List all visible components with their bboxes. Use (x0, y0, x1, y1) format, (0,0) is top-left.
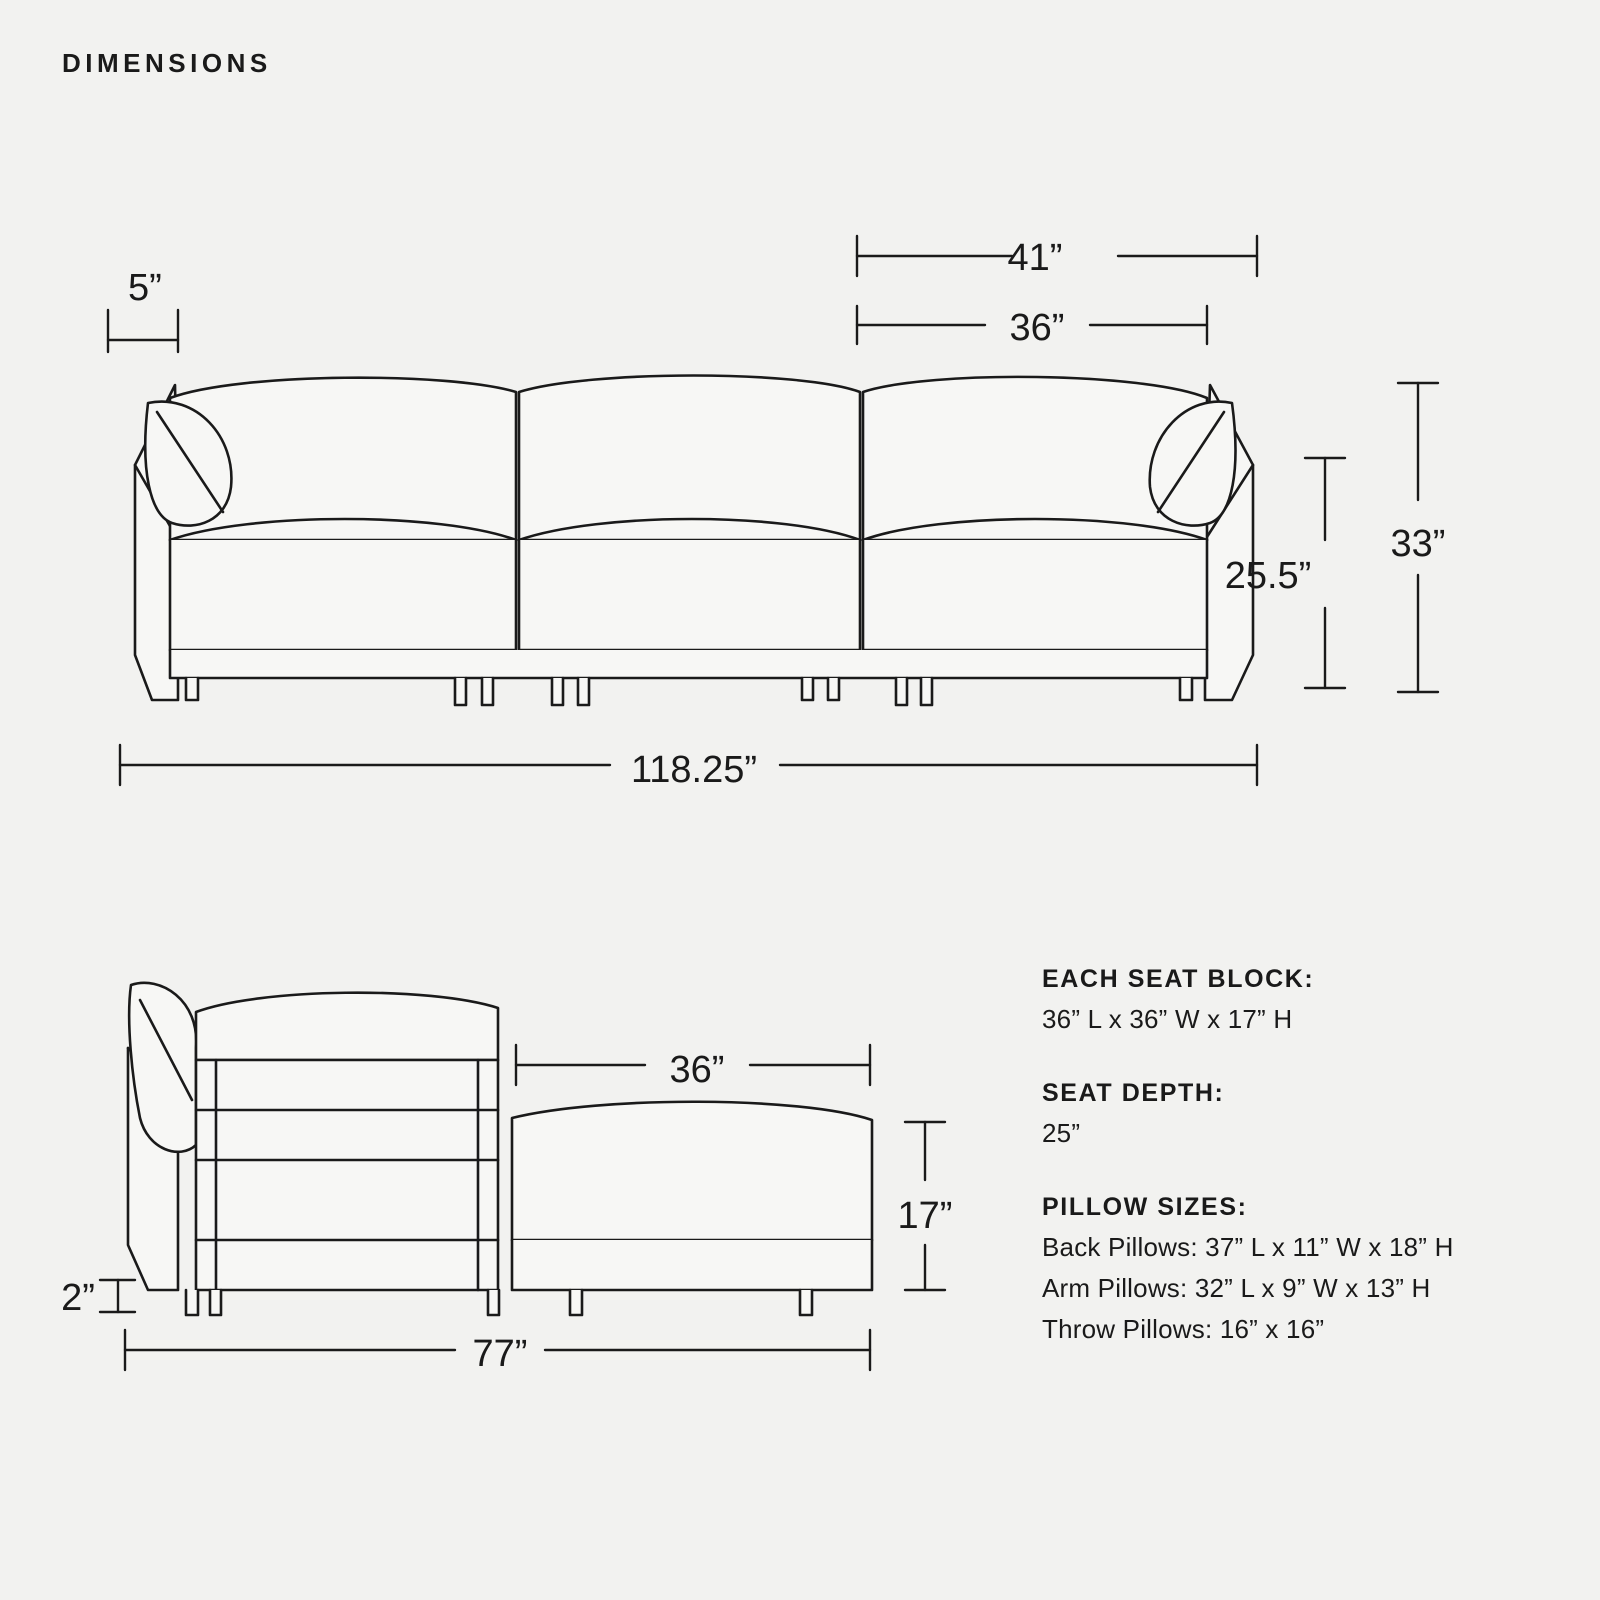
spec-pillow-sizes (1042, 1193, 1562, 1345)
dim-module-seat: 36” (1009, 307, 1065, 349)
spec-seat-block (1042, 965, 1562, 1035)
dim-arm-width: 5” (128, 267, 162, 309)
dim-overall-depth: 77” (472, 1333, 528, 1375)
spec-seat-block-heading: EACH SEAT BLOCK: (1042, 965, 1315, 993)
page-title: DIMENSIONS (62, 48, 272, 78)
spec-pillow-sizes-heading: PILLOW SIZES: (1042, 1193, 1248, 1221)
dim-seat-height: 17” (897, 1195, 953, 1237)
side-view-sofa (128, 983, 872, 1315)
dim-overall-width: 118.25” (630, 749, 758, 791)
dim-seat-back-height: 25.5” (1224, 555, 1312, 597)
spec-seat-block-line-1: 36” L x 36” W x 17” H (1042, 1004, 1293, 1034)
spec-seat-depth-line-1: 25” (1042, 1118, 1081, 1148)
dim-overall-height: 33” (1390, 523, 1446, 565)
dim-leg-height: 2” (61, 1277, 95, 1319)
dim-seat-depth-module: 36” (669, 1049, 725, 1091)
spec-pillow-arm: Arm Pillows: 32” L x 9” W x 13” H (1042, 1273, 1431, 1303)
dim-module-overall: 41” (1007, 237, 1063, 279)
specifications-panel (1042, 965, 1562, 1389)
spec-seat-depth (1042, 1079, 1562, 1149)
front-view-sofa (135, 376, 1253, 706)
spec-pillow-throw: Throw Pillows: 16” x 16” (1042, 1314, 1325, 1344)
spec-seat-depth-heading: SEAT DEPTH: (1042, 1079, 1225, 1107)
spec-pillow-back: Back Pillows: 37” L x 11” W x 18” H (1042, 1232, 1454, 1262)
